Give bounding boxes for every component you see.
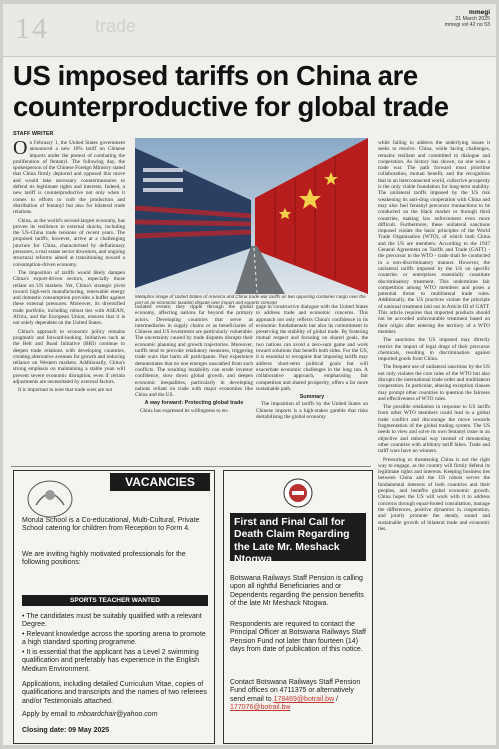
paragraph: China, as the world's second-largest economy, has proven its resilience to external shocks, including the US-China trade tensions of recent years. The proposed tariffs, however, arrive at a challenging juncture for China, characterised by deflationary pressures, a real estate sector downturn, and ongoing structural reforms aimed at transitioning toward a consumption-driven economy.: [13, 217, 125, 268]
paragraph: The possible retaliation in response to US tariffs from other WTO members could lead to a global trade conflict and discourage the move towards fragmentation of the global trading system. The US needs to view and solve its own fentanyl issue in an objective and rational way instead of threatening other countries with arbitrary tariff hikes. Trade and tariff wars have no winners.: [378, 404, 490, 455]
publication-info: [445, 10, 490, 29]
paragraph: On February 1, the United States government announced a new 10% tariff on Chinese imports under the pretext of combating the proliferation of fentanyl. The following day, the spokesperson of the Chinese Foreign Ministry stated that China firmly deplored and opposed this move and would take necessary countermeasures to defend its legitimate rights and interests. Indeed, a new tariff is counterproductive not only when it comes to efforts to curb the production and distribution of fentanyl but also for bilateral trade relations.: [13, 140, 125, 216]
paragraph: Pressuring or threatening China is not the right way to engage, as the country will firmly defend its legitimate rights and interests. Keeping business ties between China and the US robust serves the fundamental interests of both countries and their peoples, and benefits global economic growth. China hopes the US will work with it to address concerns through equal-footed consultation, manage the differences, positive dynamics in cooperation, and jointly promote the steady, sound and sustainable growth of bilateral trade and economic ties.: [378, 456, 490, 532]
container-port-illustration: [135, 138, 368, 294]
paragraph: The sanctions the US imposed may directly restrict the import of legal drugs of their precursor chemicals, resulting in discrimination against imported goods from China.: [378, 337, 490, 363]
paragraph: It is important to note that trade wars are not: [18, 387, 113, 394]
newspaper-page: [3, 4, 496, 745]
page-number: 14: [15, 12, 49, 45]
paragraph: China has expressed its willingness to en-: [140, 407, 229, 414]
application-documents: Applications, including detailed Curriculum Vitae, copies of qualifications and transcripts and the names of two referees and/or Testimonials attached.: [22, 681, 207, 705]
notice-paragraph-2: Respondents are required to contact the Principal Officer at Botswana Railways Staff Pension Fund not later than fourteen (14) days from date of publication of this notice.: [230, 621, 366, 654]
closing-date: Closing date: 09 May 2025: [22, 727, 110, 734]
paragraph: The frequent use of unilateral sanctions by the US not only violates the core rules of the WTO but also disrupts the international trade order and multilateral cooperation. In particular, abusing exception clauses may prompt other countries to question the fairness and effectiveness of WTO rules.: [378, 364, 490, 402]
article-column-3: [256, 304, 368, 462]
article-column-1: [13, 140, 125, 462]
paragraph: The imposition of tariffs would likely dampen China's export-driven sectors, especially those reliant on US markets. Yet, China's strategic pivot toward high-tech manufacturing, renewable energy and domestic consumption provides a buffer against these external pressures. Moreover, its diversified trade portfolio, including robust ties with ASEAN, Africa, and the European Union, ensures that it is not solely dependent on the United States.: [13, 269, 125, 327]
brand: mmegi: [469, 9, 490, 16]
divider: [11, 466, 371, 467]
paragraph: while failing to address the underlying issues it seeks to resolve. China, while facing challenges, remains resilient and committed to dialogue and cooperation. As history has shown, no one wins a trade war. The path forward must prioritise collaboration, mutual benefit, and the recognition that in an interconnected world, collective prosperity is the only viable foundation for long-term stability. The unilateral tariffs imposed by the US risk weakening its anti-drug cooperation with China and may also fuel fentanyl precursor transactions to be conducted on the black market or through third countries, making law enforcement even more difficult. Furthermore, these unilateral sanctions imposed violate the basic principles of the World Trade Organisation (WTO), of which both China and the US are members. According to the 1947 General Agreement on Tariffs and Trade (GATT) - the precursor to the WTO - trade shall be conducted in a non-discriminatory manner. However, the unilateral tariffs imposed by the US on specific countries or enterprises essentially constitute discriminatory treatment. This undermines fair competition among WTO members and poses a potential threat to multilateral trade rules. Additionally, the US practices violate the principle of national treatment laid out in Article III of GATT. This article requires that imported products should not be accorded unfavourable treatment based on their origin after entering the territory of a WTO member.: [378, 140, 490, 335]
notice-paragraph-1: Botswana Railways Staff Pension is calling upon all rightful Beneficiaries and or Dependents regarding the pension benefits of the late Mr Meshack Ntogwa.: [230, 575, 364, 608]
article-column-2: [135, 304, 253, 462]
email-link-1[interactable]: 178469@botrail.bw: [273, 695, 335, 703]
paragraph: The imposition of tariffs by the United States on Chinese imports is a high-stakes gamble that risks destabilising the global economy: [256, 401, 368, 421]
paragraph: China's approach to economic policy remains pragmatic and forward-looking. Initiatives such as the Belt and Road Initiative (BRI) continue to deepen trade relations with developing countries, creating alternative avenues for growth and reducing reliance on Western markets. Additionally, China's strong emphasis on maintaining a stable yuan will prevent severe economic disruption, even if certain adjustments are necessitated by external factors.: [13, 328, 125, 385]
paragraph: gage in constructive dialogue with the United States to address trade and economic concerns. This approach not only reflects China's confidence in its economic fundamentals but also its commitment to preserving the stability of global trade. By fostering mutual respect and focusing on shared goals, the two nations can avoid a zero-sum game and work toward solutions that benefit both sides. For the US, it is essential to recognise that imposing tariffs may address short-term political goals but will exacerbate economic challenges in the long run. A collaborative approach, emphasising fair competition and shared prosperity, offers a far more sustainable path.: [256, 304, 368, 392]
railways-emblem-icon: [282, 477, 314, 514]
notice-contact: Contact Botswana Railways Staff Pension Fund offices on 4711375 or alternatively send email to 178469@botrail.bw / 177076@botrail.bw: [230, 679, 361, 712]
notice-headline: First and Final Call for Death Claim Regarding the Late Mr. Meshack Ntogwa: [230, 513, 366, 561]
requirement-3: • It is essential that the applicant has a Level 2 swimming qualification and preferably has experience in the English Medium Environment.: [22, 649, 200, 673]
paragraph: isolated events; they ripple through the global economy, affecting nations far beyond the primary actors. Developing countries that serve as intermediaries in supply chains or as beneficiaries of Chinese and US investment are particularly vulnerable. The uncertainty caused by trade disputes disrupts their economic planning and growth trajectories. Moreover, tariffs tend to provoke retaliatory measures, triggering trade wars that harm all participants. Past experience demonstrates that no one emerges unscathed from such conflicts. The resulting instability can erode investor confidence, slow down global growth, and deepen economic inequalities, particularly in developing nations reliant on trade with major economies like China and the US.: [135, 304, 253, 399]
article-headline: US imposed tariffs on China are counterproductive for global trade: [13, 60, 449, 122]
photo-caption: Metaphor image of United States of America and China trade war tariffs as two opposing container cargo over the port as an economic taxation dispute over import and exports concept: [135, 294, 366, 305]
subheading: Summary: [299, 394, 325, 401]
masthead: [3, 4, 496, 57]
position-title: SPORTS TEACHER WANTED: [22, 595, 208, 606]
requirement-1: • The candidates must be suitably qualified with a relevant Degree.: [22, 613, 202, 629]
requirement-2: • Relevant knowledge across the sporting arena to promote a high standard sporting programme.: [22, 631, 206, 647]
dateline: 21 March 2025: [455, 16, 490, 23]
email-link-2[interactable]: 177076@botrail.bw: [230, 704, 291, 712]
invite-text: We are inviting highly motivated professionals for the following positions:: [22, 551, 186, 567]
vacancies-ad: [13, 470, 215, 744]
article-photo: [135, 138, 368, 294]
subheading: A way forward: Protecting global trade: [144, 400, 244, 407]
issue-number: mmegi vol 42 no 53: [444, 22, 490, 29]
apply-email-line: Apply by email to mboardchair@yahoo.com: [22, 711, 158, 718]
article-column-4: [378, 140, 490, 740]
pension-notice-ad: [223, 470, 373, 744]
drop-cap: O: [13, 140, 28, 159]
vacancies-banner: VACANCIES: [110, 473, 210, 491]
byline: STAFF WRITER: [13, 131, 54, 137]
school-intro: Morula School is a Co-educational, Multi-Cultural, Private School catering for children from Reception to Form 4.: [22, 517, 200, 533]
apply-email-link[interactable]: mboardchair@yahoo.com: [77, 711, 158, 718]
section-name: trade: [95, 16, 137, 36]
